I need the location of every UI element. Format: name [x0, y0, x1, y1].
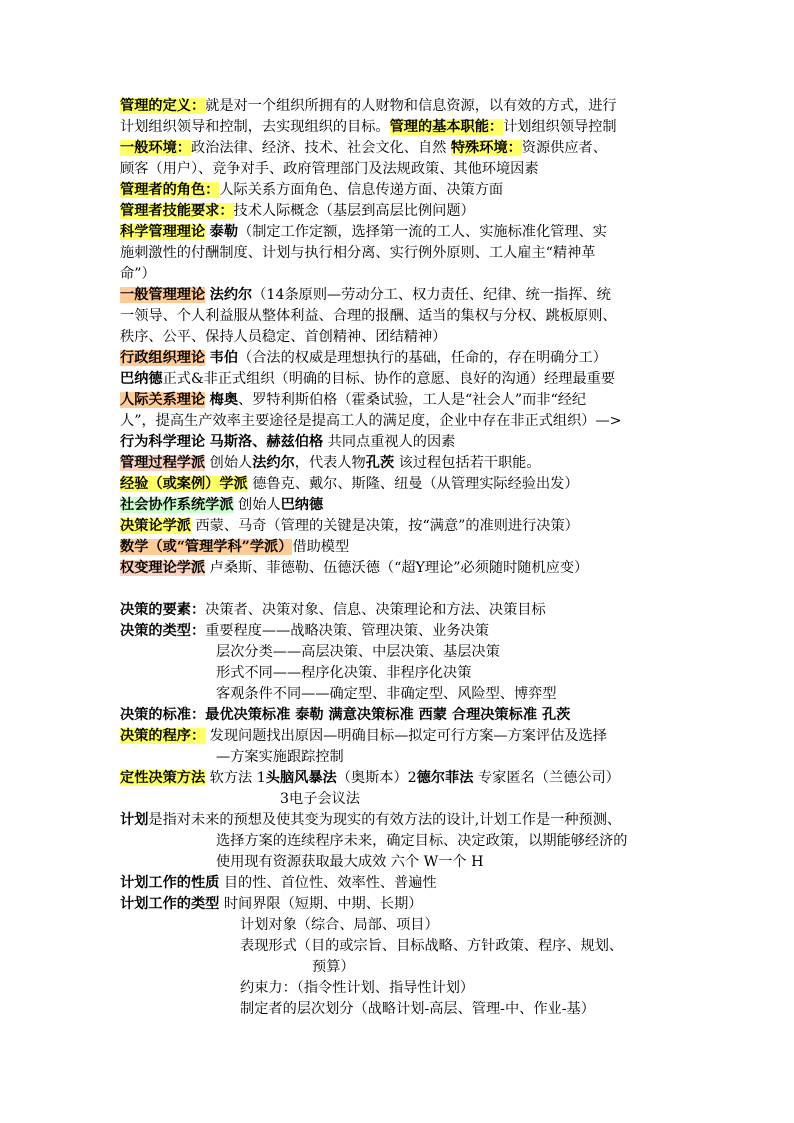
text-line	[120, 600, 546, 621]
term-label: 一般管理理论	[120, 287, 206, 303]
text-line	[120, 894, 422, 915]
text-span: 西蒙、马奇（管理的关键是决策，按“满意”的准则进行决策）	[190, 518, 579, 534]
term-label: 管理过程学派	[120, 455, 206, 471]
term-label: 决策的要素：	[120, 602, 206, 618]
term-label: 巴纳德	[120, 371, 163, 387]
text-span: 重要程度——战略决策、管理决策、业务决策	[205, 623, 489, 639]
term-label: 巴纳德	[280, 497, 324, 513]
text-line	[120, 159, 539, 180]
term-label: 计划工作的类型	[120, 896, 220, 912]
term-label: 法约尔	[252, 455, 295, 471]
text-line	[216, 747, 344, 768]
text-span: 客观条件不同——确定型、非确定型、风险型、博弈型	[216, 686, 557, 702]
term-label: 韦伯	[209, 350, 239, 366]
text-span: 层次分类——高层决策、中层决策、基层决策	[216, 644, 500, 660]
term-label: 孔茨	[365, 455, 395, 471]
text-line	[240, 978, 474, 999]
term-label: 定性决策方法	[120, 770, 206, 786]
text-span: 表现形式（目的或宗旨、目标战略、方针政策、程序、规划、	[240, 938, 624, 954]
term-label: 一般环境：	[120, 140, 191, 156]
text-span: 卢桑斯、菲德勒、伍德沃德（“超Y理论”必须随时随机应变）	[205, 560, 589, 576]
text-line	[312, 957, 355, 978]
text-line	[120, 390, 586, 411]
text-line	[120, 222, 607, 243]
term-label: 行为科学理论	[120, 434, 206, 450]
text-line	[120, 495, 323, 516]
text-span: 3电子会议法	[280, 791, 360, 807]
text-line	[120, 411, 622, 432]
text-span: 时间界限（短期、中期、长期）	[219, 896, 423, 912]
text-span: 形式不同——程序化决策、非程序化决策	[216, 665, 472, 681]
term-label: 管理的基本职能：	[389, 119, 504, 135]
text-line	[120, 348, 607, 369]
text-line	[120, 516, 579, 537]
text-span: 就是对一个组织所拥有的人财物和信息资源，以有效的方式，进行	[205, 98, 617, 114]
text-span: 技术人际概念（基层到高层比例问题）	[233, 203, 475, 219]
text-line	[120, 138, 607, 159]
text-span: 、罗特利斯伯格（霍桑试验，工人是“社会人”而非“经纪	[238, 392, 587, 408]
text-line	[216, 642, 500, 663]
term-label: 管理者的角色：	[120, 182, 220, 198]
term-label: 泰勒	[209, 224, 239, 240]
term-label: 马斯洛、赫兹伯格	[209, 434, 324, 450]
text-line	[120, 432, 455, 453]
term-label: 经验（或案例）学派	[120, 476, 248, 492]
text-span: 创始人	[233, 497, 281, 513]
text-line	[216, 831, 627, 852]
text-span: 施刺激性的付酬制度、计划与执行相分离、实行例外原则、工人雇主“精神革	[120, 245, 596, 261]
term-label: 决策的程序：	[120, 728, 206, 744]
text-span: （14条原则—劳动分工、权力责任、纪律、统一指挥、统	[252, 287, 611, 303]
text-span: 秩序、公平、保持人员稳定、首创精神、团结精神）	[120, 329, 447, 345]
text-line	[216, 852, 484, 873]
text-span: 人际关系方面角色、信息传递方面、决策方面	[219, 182, 504, 198]
text-span: （制定工作定额，选择第一流的工人、实施标准化管理、实	[238, 224, 607, 240]
text-line	[120, 117, 617, 138]
text-line	[216, 663, 471, 684]
text-span: 计划组织领导控制	[503, 119, 617, 135]
text-span: 发现问题找出原因—明确目标—拟定可行方案—方案评估及选择	[205, 728, 607, 744]
term-label: 梅奥	[209, 392, 239, 408]
text-span: 一领导、个人利益服从整体利益、合理的报酬、适当的集权与分权、跳板原则、	[120, 308, 617, 324]
text-line	[240, 999, 595, 1020]
text-line	[120, 285, 611, 306]
text-span: 使用现有资源获取最大成效 六个 W一个 H	[216, 854, 484, 870]
text-line	[120, 369, 615, 390]
text-line	[120, 327, 446, 348]
text-line	[240, 936, 623, 957]
text-span: 软方法 1	[205, 770, 266, 786]
text-span: 顾客（用户）、竞争对手、政府管理部门及法规政策、其他环境因素	[120, 161, 539, 177]
term-label: 管理的定义：	[120, 98, 206, 114]
text-span: 专家匿名（兰德公司）	[473, 770, 620, 786]
term-label: 法约尔	[209, 287, 253, 303]
term-label: 行政组织理论	[120, 350, 206, 366]
text-span: 制定者的层次划分（战略计划-高层、管理-中、作业-基）	[240, 1001, 595, 1017]
text-line	[216, 684, 557, 705]
text-span: 是指对未来的预想及使其变为现实的有效方法的设计,计划工作是一种预测、	[148, 812, 622, 828]
term-label: 决策论学派	[120, 518, 191, 534]
text-span: 正式&非正式组织（明确的目标、协作的意愿、良好的沟通）经理最重要	[162, 371, 616, 387]
text-span: 决策者、决策对象、信息、决策理论和方法、决策目标	[205, 602, 546, 618]
term-label: 计划工作的性质	[120, 875, 220, 891]
term-label: 社会协作系统学派	[120, 497, 234, 513]
text-span: 共同点重视人的因素	[323, 434, 456, 450]
term-label: 特殊环境：	[450, 140, 522, 156]
text-line	[120, 180, 503, 201]
text-line	[120, 705, 570, 726]
text-line	[120, 264, 156, 285]
text-line	[120, 96, 617, 117]
text-line	[120, 810, 621, 831]
text-span: 资源供应者、	[521, 140, 607, 156]
text-line	[240, 915, 439, 936]
text-line	[120, 453, 541, 474]
text-span: 该过程包括若干职能。	[394, 455, 541, 471]
text-span: 目的性、首位性、效率性、普遍性	[219, 875, 437, 891]
text-line	[120, 201, 475, 222]
text-span: 创始人	[205, 455, 253, 471]
text-line	[120, 306, 617, 327]
text-span: 约束力：（指令性计划、指导性计划）	[240, 980, 475, 996]
text-line	[120, 768, 620, 789]
text-span: ，代表人物	[294, 455, 366, 471]
text-span: —方案实施跟踪控制	[216, 749, 344, 765]
text-line	[120, 621, 489, 642]
term-label: 计划	[120, 812, 149, 828]
text-line	[120, 873, 437, 894]
text-line	[120, 726, 607, 747]
text-line	[120, 243, 595, 264]
text-span: 借助模型	[292, 539, 350, 555]
term-label: 权变理论学派	[120, 560, 206, 576]
term-label: 人际关系理论	[120, 392, 206, 408]
text-span: 计划组织领导和控制，去实现组织的目标。	[120, 119, 390, 135]
term-label: 管理者技能要求：	[120, 203, 234, 219]
term-label: 科学管理理论	[120, 224, 206, 240]
text-span: 预算）	[312, 959, 355, 975]
text-span: 德鲁克、戴尔、斯隆、纽曼（从管理实际经验出发）	[247, 476, 579, 492]
text-line	[120, 537, 349, 558]
text-line	[120, 558, 588, 579]
text-span: 选择方案的连续程序未来，确定目标、决定政策，以期能够经济的	[216, 833, 628, 849]
text-span: 政治法律、经济、技术、社会文化、自然	[190, 140, 451, 156]
term-label: 德尔菲法	[416, 770, 474, 786]
term-label: 决策的标准：最优决策标准 泰勒 满意决策标准 西蒙 合理决策标准 孔茨	[120, 707, 571, 723]
text-span: （合法的权威是理想执行的基础，任命的，存在明确分工）	[238, 350, 607, 366]
text-line	[280, 789, 360, 810]
text-line	[120, 474, 579, 495]
term-label: 头脑风暴法	[265, 770, 337, 786]
text-span: （奥斯本）2	[336, 770, 417, 786]
text-span: 人”，提高生产效率主要途径是提高工人的满足度，企业中存在非正式组织）—>	[120, 413, 622, 429]
text-span: 命”）	[120, 266, 156, 282]
term-label: 决策的类型：	[120, 623, 206, 639]
text-span: 计划对象（综合、局部、项目）	[240, 917, 439, 933]
term-label: 数学（或“管理学科”学派）	[120, 539, 293, 555]
